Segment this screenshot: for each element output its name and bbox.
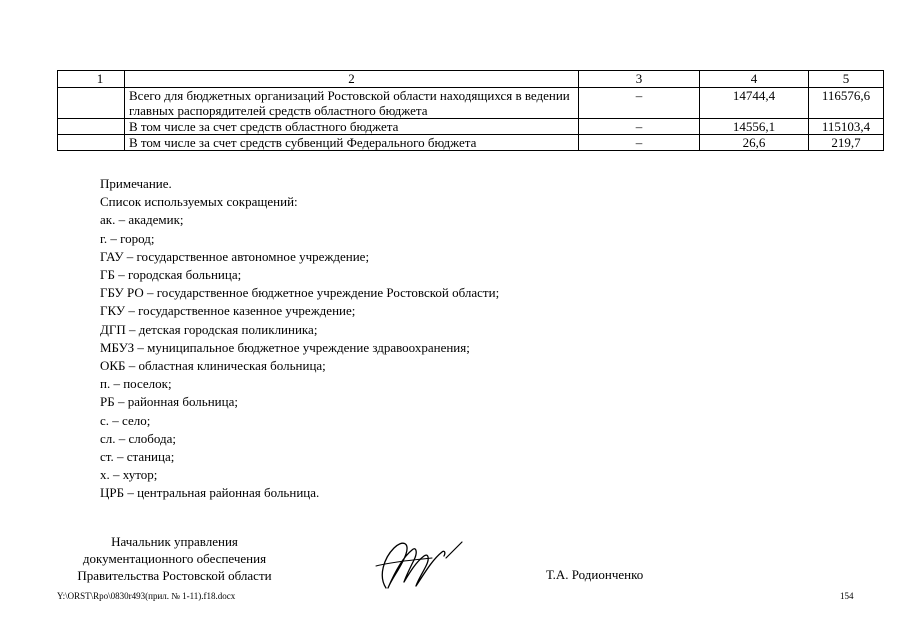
abbreviation-item: ГБ – городская больница; <box>100 267 242 283</box>
row-cell-description: В том числе за счет средств субвенций Федерального бюджета <box>125 135 579 151</box>
page-number: 154 <box>840 591 854 601</box>
row-cell-col4: 14556,1 <box>700 119 809 135</box>
abbreviations-note <box>100 175 499 503</box>
note-title: Примечание. <box>100 176 172 191</box>
table-header-row <box>58 71 884 88</box>
abbreviation-item: п. – поселок; <box>100 376 172 392</box>
abbreviation-item: ГКУ – государственное казенное учреждение; <box>100 303 356 319</box>
handwritten-signature <box>372 536 467 596</box>
abbreviation-item: МБУЗ – муниципальное бюджетное учреждение здравоохранения; <box>100 339 470 355</box>
abbreviation-item: ак. – академик; <box>100 212 184 228</box>
header-cell-4: 4 <box>700 71 809 88</box>
abbreviation-item: ОКБ – областная клиническая больница; <box>100 358 326 374</box>
row-cell-col4: 14744,4 <box>700 88 809 119</box>
header-cell-5: 5 <box>809 71 884 88</box>
row-cell-col5: 219,7 <box>809 135 884 151</box>
row-cell-description: В том числе за счет средств областного бюджета <box>125 119 579 135</box>
row-cell-col5: 115103,4 <box>809 119 884 135</box>
footer-file-path: Y:\ORST\Rpo\0830r493(прил. № 1-11).f18.docx <box>57 591 236 601</box>
position-line: Начальник управления <box>111 534 238 549</box>
budget-table <box>57 70 884 151</box>
abbreviation-item: с. – село; <box>100 412 151 428</box>
header-cell-3: 3 <box>579 71 700 88</box>
row-cell-description: Всего для бюджетных организаций Ростовской области находящихся в ведении главных распорядителей средств областного бюджета <box>125 88 579 119</box>
abbreviation-item: ДГП – детская городская поликлиника; <box>100 321 318 337</box>
row-cell-col3: – <box>579 135 700 151</box>
signatory-position <box>56 533 293 584</box>
abbreviation-item: ГБУ РО – государственное бюджетное учреждение Ростовской области; <box>100 285 500 301</box>
abbreviation-item: ЦРБ – центральная районная больница. <box>100 485 320 501</box>
table-row <box>58 119 884 135</box>
row-cell-col3: – <box>579 88 700 119</box>
abbreviation-item: ГАУ – государственное автономное учреждение; <box>100 248 370 264</box>
table-row <box>58 135 884 151</box>
row-cell-number <box>58 135 125 151</box>
note-intro: Список используемых сокращений: <box>100 194 298 210</box>
row-cell-col5: 116576,6 <box>809 88 884 119</box>
abbreviation-item: ст. – станица; <box>100 449 175 465</box>
abbreviation-item: сл. – слобода; <box>100 430 177 446</box>
abbreviation-item: г. – город; <box>100 230 155 246</box>
header-cell-1: 1 <box>58 71 125 88</box>
signatory-name: Т.А. Родионченко <box>546 567 644 582</box>
position-line: Правительства Ростовской области <box>77 568 272 583</box>
abbreviation-item: х. – хутор; <box>100 467 158 483</box>
header-cell-2: 2 <box>125 71 579 88</box>
row-cell-number <box>58 88 125 119</box>
abbreviation-item: РБ – районная больница; <box>100 394 238 410</box>
table-row <box>58 88 884 119</box>
position-line: документационного обеспечения <box>82 551 267 566</box>
row-cell-number <box>58 119 125 135</box>
row-cell-col4: 26,6 <box>700 135 809 151</box>
row-cell-col3: – <box>579 119 700 135</box>
